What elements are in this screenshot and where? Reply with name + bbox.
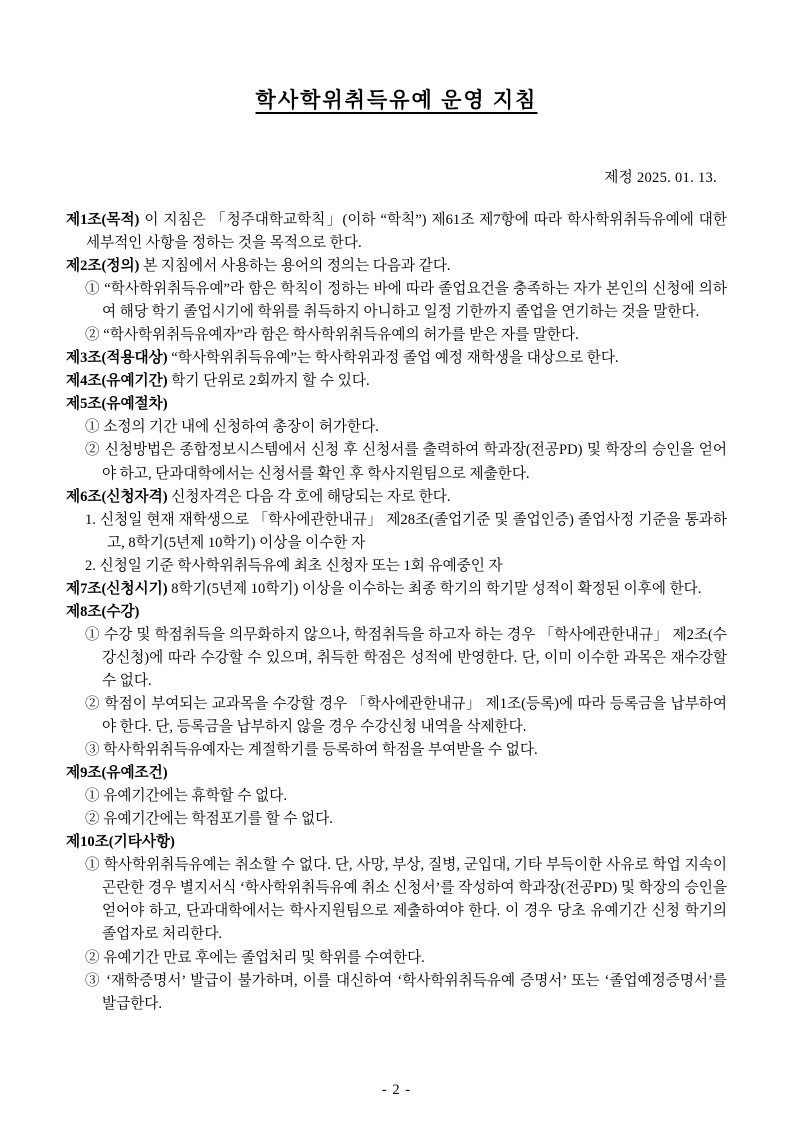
article-9-item-1: ① 유예기간에는 휴학할 수 없다. xyxy=(85,788,288,805)
article-6-text: 신청자격은 다음 각 호에 해당되는 자로 한다. xyxy=(167,488,451,505)
article-10-item-1: ① 학사학위취득유예는 취소할 수 없다. 단, 사망, 부상, 질병, 군입대, 기타 부득이한 사유로 학업 지속이 곤란한 경우 별지서식 ‘학사학위취득유예 취소 신청서’를 작성하여 학과장(전공PD) 및 학장의 승인을 얻어야 하고, 단과대학에서는 학사지원팀으로 제출하여야 한다. 이 경우 당초 유예기간 신청 학기의 졸업자로 처리한다. xyxy=(85,857,727,943)
article-3-text: “학사학위취득유예”는 학사학위과정 졸업 예정 재학생을 대상으로 한다. xyxy=(167,350,619,367)
article-7-text: 8학기(5년제 10학기) 이상을 이수하는 최종 학기의 학기말 성적이 확정된 이후에 한다. xyxy=(167,580,702,597)
article-6-num-1: 1. 신청일 현재 재학생으로 「학사에관한내규」 제28조(졸업기준 및 졸업인증) 졸업사정 기준을 통과하고, 8학기(5년제 10학기) 이상을 이수한 자 xyxy=(85,511,727,551)
article-4 xyxy=(66,370,727,393)
article-6-label: 제6조(신청자격) xyxy=(66,488,168,505)
article-7-label: 제7조(신청시기) xyxy=(66,580,168,597)
article-1-text: 이 지침은 「청주대학교학칙」(이하 “학칙”) 제61조 제7항에 따라 학사학위취득유예에 대한 세부적인 사항을 정하는 것을 목적으로 한다. xyxy=(86,212,727,252)
enactment-date: 제정 2025. 01. 13. xyxy=(604,170,717,186)
article-4-label: 제4조(유예기간) xyxy=(66,373,168,390)
article-8-item-3: ③ 학사학위취득유예자는 계절학기를 등록하여 학점을 부여받을 수 없다. xyxy=(85,742,538,759)
article-6 xyxy=(66,486,727,509)
article-6-num-2: 2. 신청일 기준 학사학위취득유예 최초 신청자 또는 1회 유예중인 자 xyxy=(85,557,503,574)
article-9-label: 제9조(유예조건) xyxy=(66,765,168,782)
article-3-label: 제3조(적용대상) xyxy=(66,350,168,367)
article-8-label: 제8조(수강) xyxy=(66,603,140,620)
article-2-item-1: ① “학사학위취득유예”라 함은 학칙이 정하는 바에 따라 졸업요건을 충족하는 자가 본인의 신청에 의하여 해당 학기 졸업시기에 학위를 취득하지 아니하고 일정 기한까지 졸업을 연기하는 것을 말한다. xyxy=(85,281,727,321)
article-4-text: 학기 단위로 2회까지 할 수 있다. xyxy=(167,373,370,390)
article-8 xyxy=(66,601,727,624)
article-5-item-1: ① 소정의 기간 내에 신청하여 총장이 허가한다. xyxy=(85,419,379,436)
article-7 xyxy=(66,578,727,601)
page-number: - 2 - xyxy=(381,1082,412,1098)
article-5-item-2: ② 신청방법은 종합정보시스템에서 신청 후 신청서를 출력하여 학과장(전공PD) 및 학장의 승인을 얻어야 하고, 단과대학에서는 신청서를 확인 후 학사지원팀으로 제출한다. xyxy=(85,442,727,482)
article-10-label: 제10조(기타사항) xyxy=(66,834,175,851)
article-1-label: 제1조(목적) xyxy=(66,212,140,228)
article-5-label: 제5조(유예절차) xyxy=(66,396,168,413)
article-1 xyxy=(66,209,727,255)
article-3 xyxy=(66,347,727,370)
page-title: 학사학위취득유예 운영 지침 xyxy=(255,88,538,112)
article-10 xyxy=(66,831,727,854)
article-2-text: 본 지침에서 사용하는 용어의 정의는 다음과 같다. xyxy=(139,258,451,275)
article-2-label: 제2조(정의) xyxy=(66,258,140,275)
article-2-item-2: ② “학사학위취득유예자”라 함은 학사학위취득유예의 허가를 받은 자를 말한다. xyxy=(85,327,579,344)
article-10-item-3: ③ ‘재학증명서’ 발급이 불가하며, 이를 대신하여 ‘학사학위취득유예 증명서’ 또는 ‘졸업예정증명서’를 발급한다. xyxy=(85,972,727,1012)
article-9-item-2: ② 유예기간에는 학점포기를 할 수 없다. xyxy=(85,811,333,828)
article-5 xyxy=(66,393,727,416)
article-8-item-1: ① 수강 및 학점취득을 의무화하지 않으나, 학점취득을 하고자 하는 경우 「학사에관한내규」 제2조(수강신청)에 따라 수강할 수 있으며, 취득한 학점은 성적에 반영한다. 단, 이미 이수한 과목은 재수강할 수 없다. xyxy=(85,626,727,689)
article-2 xyxy=(66,255,727,278)
article-9 xyxy=(66,762,727,785)
article-8-item-2: ② 학점이 부여되는 교과목을 수강할 경우 「학사에관한내규」 제1조(등록)에 따라 등록금을 납부하여야 한다. 단, 등록금을 납부하지 않을 경우 수강신청 내역을 삭제한다. xyxy=(85,695,727,736)
article-10-item-2: ② 유예기간 만료 후에는 졸업처리 및 학위를 수여한다. xyxy=(85,949,425,966)
document-body xyxy=(66,209,727,1016)
